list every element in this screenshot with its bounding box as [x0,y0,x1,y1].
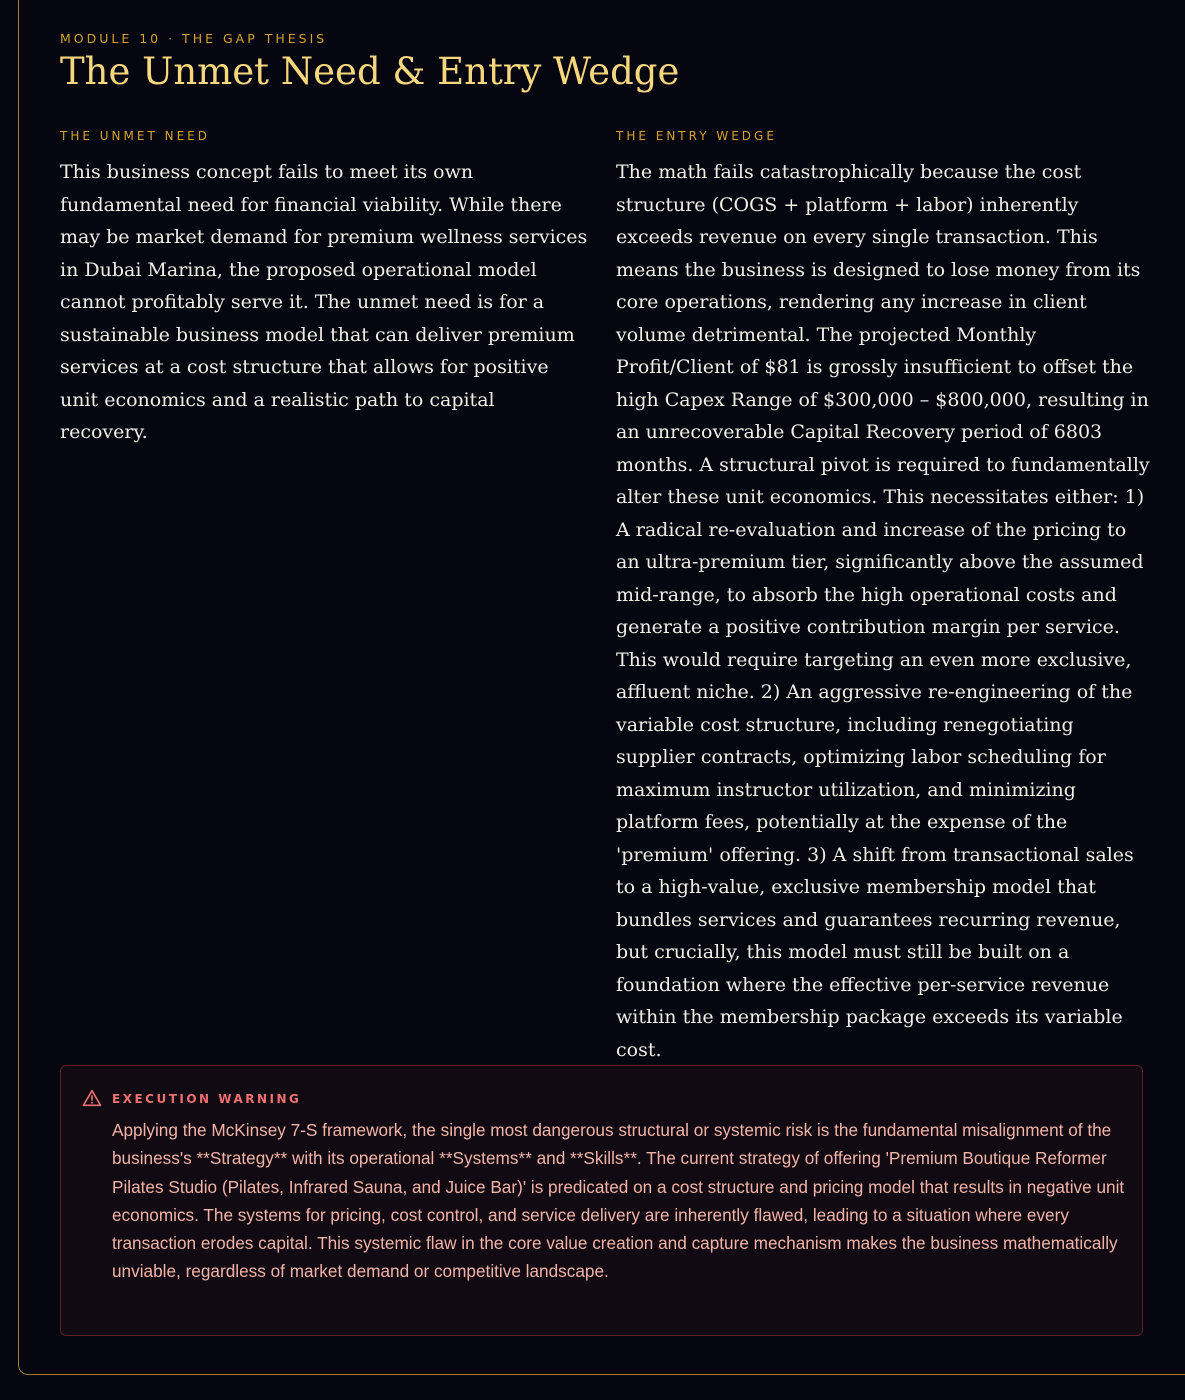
unmet-need-text: This business concept fails to meet its own fundamental need for financial viability. While there may be market demand for premium wellness services in Dubai Marina, the proposed operational model cannot profitably serve it. The unmet need is for a sustainable business model that can deliver premium services at a cost structure that allows for positive unit economics and a realistic path to capital recovery. [60,161,588,443]
unmet-need-label: THE UNMET NEED [60,129,210,143]
page-title: The Unmet Need & Entry Wedge [60,50,680,93]
entry-wedge-label: THE ENTRY WEDGE [616,129,777,143]
execution-warning-label: EXECUTION WARNING [112,1092,302,1106]
execution-warning-box [60,1065,1143,1336]
warning-triangle-icon [82,1089,102,1107]
entry-wedge-text: The math fails catastrophically because the cost structure (COGS + platform + labor) inherently exceeds revenue on every single transaction. This means the business is designed to lose money from its core operations, rendering any increase in client volume detrimental. The projected Monthly Profit/Client of $81 is grossly insufficient to offset the high Capex Range of $300,000 – $800,000, resulting in an unrecoverable Capital Recovery period of 6803 months. A structural pivot is required to fundamentally alter these unit economics. This necessitates either: 1) A radical re-evaluation and increase of the pricing to an ultra-premium tier, significantly above the assumed mid-range, to absorb the high operational costs and generate a positive contribution margin per service. This would require targeting an even more exclusive, affluent niche. 2) An aggressive re-engineering of the variable cost structure, including renegotiating supplier contracts, optimizing labor scheduling for maximum instructor utilization, and minimizing platform fees, potentially at the expense of the 'premium' offering. 3) A shift from transactional sales to a high-value, exclusive membership model that bundles services and guarantees recurring revenue, but crucially, this model must still be built on a foundation where the effective per-service revenue within the membership package exceeds its variable cost. [616,161,1150,1061]
execution-warning-text: Applying the McKinsey 7-S framework, the single most dangerous structural or systemic risk is the fundamental misalignment of the business's **Strategy** with its operational **Systems** and **Skills**. The current strategy of offering 'Premium Boutique Reformer Pilates Studio (Pilates, Infrared Sauna, and Juice Bar)' is predicated on a cost structure and pricing model that results in negative unit economics. The systems for pricing, cost control, and service delivery are inherently flawed, leading to a situation where every transaction erodes capital. This systemic flaw in the core value creation and capture mechanism makes the business mathematically unviable, regardless of market demand or competitive landscape. [112,1120,1125,1282]
module-eyebrow: MODULE 10 · THE GAP THESIS [60,31,328,46]
